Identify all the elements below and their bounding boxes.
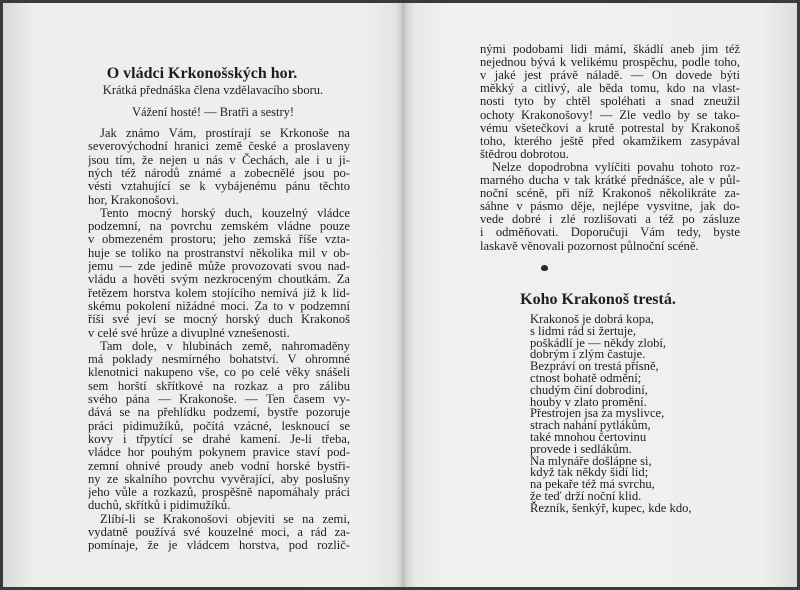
text-line: vésti vztahující se k vybájenému pánu těchto	[88, 179, 350, 194]
text-line: nejednou bývá k velikému prospěchu, podle toho,	[480, 55, 740, 70]
text-line: duchů, skřítků i pidimužíků.	[88, 498, 231, 513]
text-line: vému všetečkovi a krutě potrestal by Krakonoš	[480, 120, 740, 135]
poem-line: Přestrojen jsa za myslivce,	[530, 406, 665, 421]
poem-line: ctnost bohatě odmění;	[530, 371, 642, 385]
text-line: v celé své hrůze a divuplné vznešenosti.	[88, 325, 290, 340]
poem-line: také mnohou čertovinu	[530, 430, 647, 444]
ornament-icon	[541, 265, 548, 271]
text-line: nými podobami lidi mámí, škádlí aneb jim též	[480, 42, 740, 56]
text-line: marného ducha v tak krátké přednášce, ale v půl-	[480, 173, 740, 187]
text-line: jsou tím, že nejen u nás v Čechách, ale i u ji-	[88, 152, 350, 167]
text-line: Zlíbí-li se Krakonošovi objeviti se na zemi,	[100, 511, 350, 526]
right-page	[403, 3, 797, 587]
poem-line: Krakonoš je dobrá kopa,	[530, 312, 654, 326]
article-subtitle: Krátká přednáška člena vzdělavacího sboru.	[102, 83, 324, 97]
text-line: ny ze skalního povrchu vyvěrající, aby poslušny	[88, 471, 350, 486]
text-line: pomínaje, že je vládcem horstva, pod rozlič-	[88, 538, 350, 553]
text-line: nosti tyto by chtěl spoléhati a snad zneužil	[480, 94, 740, 109]
text-line: v obmezeném prostoru; jeho zemská říše vzta-	[88, 232, 350, 247]
salutation: Vážení hosté! — Bratři a sestry!	[131, 105, 295, 119]
text-line: měkký a citlivý, ale běda tomu, kdo na vlast-	[480, 81, 740, 96]
poem-line: s lidmi rád si žertuje,	[530, 323, 636, 338]
text-line: huje se toliko na prostranství několika mil v ob-	[88, 245, 350, 260]
text-line: Tento mocný horský duch, kouzelný vládce	[100, 205, 350, 220]
text-line: říši své jeví se mocný horský duch Krakonoš	[88, 312, 350, 327]
poem-line: Na mlynáře došlápne si,	[530, 453, 652, 468]
left-page	[3, 3, 401, 587]
text-line: podzemní, na povrchu zemském vládne pouze	[88, 219, 350, 234]
text-line: Jak známo Vám, prostírají se Krkonoše na	[100, 126, 350, 140]
text-line: svého pána — Krakonoše. — Ten časem vy-	[88, 392, 350, 406]
text-line: jeho vůle a rozkazů, prospěšně napomáhaly práci	[88, 485, 350, 500]
text-line: Nelze dopodrobna vylíčiti povahu tohoto roz-	[492, 159, 740, 174]
text-line: kovy i třpytící se drahé kamení. Je-li třeba,	[88, 431, 350, 446]
poem-line: Bezpráví on trestá přísně,	[530, 359, 659, 374]
text-line: sem horští skřítkové na rozkaz a pro zálibu	[88, 378, 350, 393]
article-title: O vládci Krkonošských hor.	[106, 65, 298, 82]
text-line: i odměňovati. Doporučuji Vám tedy, byste	[480, 225, 740, 240]
text-line: klenotnici nakupeno vše, co po celé věky snášeli	[88, 365, 350, 380]
text-line: má poklady nesmírného bohatství. V ohromné	[88, 352, 350, 367]
poem-title: Koho Krakonoš trestá.	[520, 291, 676, 308]
poem-line: chudým činí dobrodiní,	[530, 382, 648, 397]
text-line: dává se na přehlídku podzemí, bystře pozoruje	[88, 405, 350, 420]
text-line: jemu — zde jedině může provozovati svou nad-	[88, 259, 350, 273]
poem-line: když tak někdy šidí lid;	[530, 465, 649, 480]
text-line: ochoty Krakonošovy! — Zle vedlo by se tako-	[480, 107, 740, 122]
text-line: vládu a hověti svým nezkroceným choutkám. Za	[88, 272, 350, 287]
text-line: vládce hor pouhým pokynem pravice staví pod-	[88, 445, 350, 460]
text-line: skému pokolení nižádné moci. Za to v podzemní	[88, 298, 350, 313]
text-line: práci pidimužíků, počítá vzácné, lesknoucí se	[88, 418, 350, 433]
poem-line: Řezník, šenkýř, kupec, kde kdo,	[530, 500, 692, 515]
text-line: severovýchodní hranici země české a proslaveny	[88, 139, 350, 154]
text-line: toho, kterého ještě před okamžikem zasypával	[480, 133, 740, 148]
text-line: noční scéně, při níž Krakonoš několikráte za-	[480, 186, 740, 201]
text-line: sáhne v pásmo děje, nejlépe vysvitne, jak do-	[480, 199, 740, 214]
text-line: vede dobré i zlé rozlišovati a též po zásluze	[480, 212, 740, 227]
text-line: štědrou dobrotou.	[480, 146, 569, 161]
poem-line: dobrým i zlým častuje.	[530, 347, 646, 362]
text-line: Tam dole, v hlubinách země, nahromaděny	[100, 338, 350, 353]
book-spread-scan	[3, 3, 797, 587]
poem-line: provede i sedlákům.	[530, 441, 632, 456]
text-line: laskavě věnovali pozornost půlnoční scéně.	[480, 238, 699, 253]
poem-line: na pekaře též má svrchu,	[530, 477, 655, 492]
text-line: řetězem horstva kolem stojícího nemívá již k lid-	[88, 285, 350, 300]
text-line: ných též národů známé a zobecnělé jsou po-	[88, 165, 350, 180]
text-line: hor, Krakonošovi.	[88, 192, 179, 207]
text-line: vydatně používá své kouzelné moci, a rád za-	[88, 525, 350, 539]
poem-line: že teď drží noční klid.	[530, 489, 642, 503]
text-line: v jaké jest právě náladě. — On dovede býti	[480, 68, 740, 83]
text-line: zemní ohnivé proudy aneb vodní horské bystři-	[88, 458, 350, 473]
poem-line: strach nahání pytlákům,	[530, 418, 651, 433]
poem-line: houby v zlato promění.	[530, 394, 647, 409]
poem-line: poškádlí je — někdy zlobí,	[530, 335, 667, 350]
